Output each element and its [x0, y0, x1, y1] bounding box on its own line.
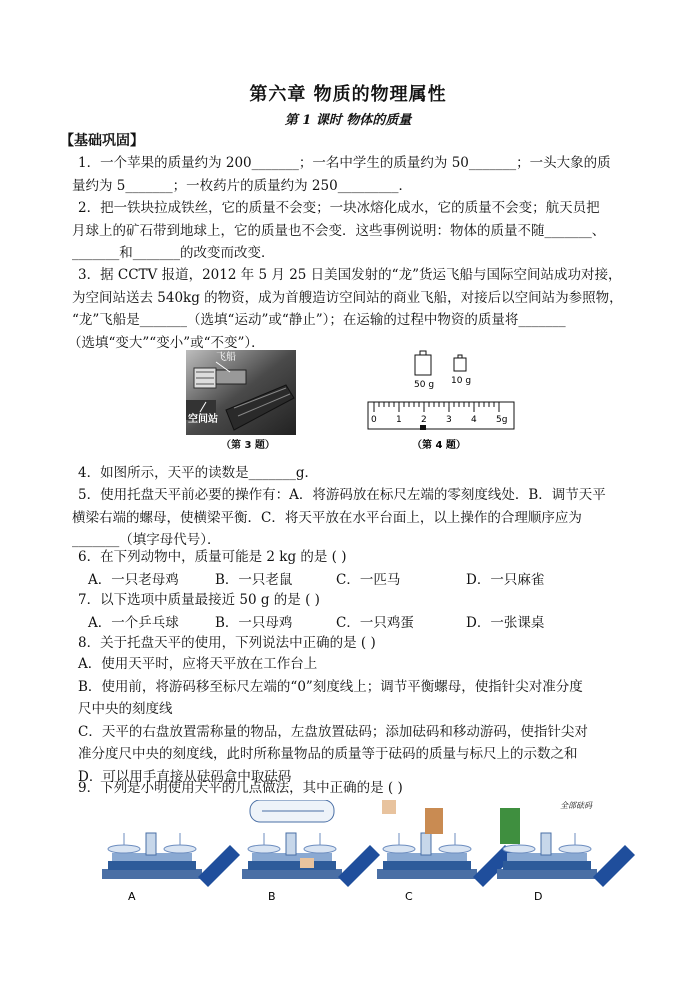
d-note: 全部砝码 — [560, 801, 592, 810]
figure-4 — [366, 345, 516, 455]
scale-tick-label: 3 — [446, 415, 452, 425]
q7-option-d: D．一张课桌 — [466, 615, 545, 631]
question-2 — [72, 197, 638, 265]
weight-50g-label: 50 g — [414, 380, 435, 390]
question-8-options — [78, 653, 638, 788]
q8-line: C．天平的右盘放置需称量的物品，左盘放置砝码；添加砝码和移动游码，使指针尖对 — [78, 723, 588, 740]
scale-tick-label: 1 — [396, 415, 402, 425]
section-heading: 【基础巩固】 — [60, 133, 144, 149]
label-d: D — [534, 890, 543, 903]
label-a: A — [128, 890, 136, 903]
q3-line: 3．据 CCTV 报道，2012 年 5 月 25 日美国发射的“龙”货运飞船与国际空间站成功对接， — [78, 267, 622, 283]
q7-option-c: C．一只鸡蛋 — [336, 615, 414, 631]
q3-line: “龙”飞船是_______（选填“运动”或“静止”）；在运输的过程中物资的质量将_______ — [72, 312, 566, 328]
question-9-figures — [92, 800, 642, 910]
question-4: 4．如图所示，天平的读数是_______g． — [78, 465, 318, 481]
q6-option-d: D．一只麻雀 — [466, 572, 545, 588]
q1-line: 量约为 5_______；一枚药片的质量约为 250_________． — [72, 177, 412, 194]
scale-tick-label: 0 — [371, 415, 377, 425]
question-7-stem: 7．以下选项中质量最接近 50 g 的是 ( ) — [78, 592, 320, 608]
label-b: B — [268, 890, 276, 903]
weight-10g-label: 10 g — [451, 376, 472, 386]
q6-option-b: B．一只老鼠 — [215, 572, 293, 588]
question-3 — [68, 264, 638, 354]
q5-line: 横梁右端的螺母，使横梁平衡．C．将天平放在水平台面上，以上操作的合理顺序应为 — [72, 509, 582, 526]
scale-tick-label: 4 — [471, 415, 477, 425]
fig4-caption: （第 4 题） — [412, 440, 466, 451]
q2-line: 月球上的矿石带到地球上，它的质量也不会变．这些事例说明：物体的质量不随_______、 — [72, 222, 606, 239]
fig3-caption: （第 3 题） — [221, 440, 275, 450]
q6-option-c: C．一匹马 — [336, 572, 401, 588]
picture-d — [497, 801, 635, 887]
question-6-stem: 6．在下列动物中，质量可能是 2 kg 的是 ( ) — [78, 549, 347, 565]
picture-a — [102, 833, 240, 887]
q2-line: _______和_______的改变而改变． — [72, 245, 275, 261]
picture-b — [242, 800, 380, 887]
fig3-ship-label: 飞船 — [216, 352, 236, 363]
fig3-station-label: 空间站 — [188, 414, 218, 425]
question-8-stem: 8．关于托盘天平的使用，下列说法中正确的是 ( ) — [78, 635, 376, 651]
q8-line: 准分度尺中央的刻度线，此时所称量物品的质量等于砝码的质量与标尺上的示数之和 — [78, 746, 578, 762]
chapter-title: 第六章 物质的物理属性 — [249, 84, 447, 105]
q1-line: 1．一个苹果的质量约为 200_______；一名中学生的质量约为 50_______；一头大象的质 — [78, 155, 611, 171]
spacecraft-photo — [186, 350, 296, 450]
question-9-stem: 9．下列是小明使用天平的几点做法，其中正确的是 ( ) — [78, 780, 403, 796]
q8-line: D．可以用手直接从砝码盒中取砝码 — [78, 768, 292, 785]
scale-tick-label: 5g — [496, 415, 508, 425]
label-c: C — [405, 890, 413, 903]
q7-option-b: B．一只母鸡 — [215, 615, 293, 631]
rider-marker — [420, 425, 426, 430]
lesson-subtitle: 第 1 课时 物体的质量 — [284, 113, 412, 128]
weight-10g-icon — [454, 355, 466, 371]
question-1 — [72, 152, 638, 197]
q8-line: A．使用天平时，应将天平放在工作台上 — [78, 656, 318, 672]
q5-line: 5．使用托盘天平前必要的操作有：A．将游码放在标尺左端的零刻度线处．B．调节天平 — [78, 487, 606, 503]
q3-line: 为空间站送去 540kg 的物资，成为首艘造访空间站的商业飞船，对接后以空间站为参照物， — [72, 289, 623, 306]
q8-line: 尺中央的刻度线 — [78, 701, 173, 717]
balance-usage-pictures — [92, 800, 642, 910]
hand-icon — [300, 858, 314, 868]
q8-line: B．使用前，将游码移至标尺左端的“0”刻度线上；调节平衡螺母，使指针尖对准分度 — [78, 678, 583, 695]
q2-line: 2．把一铁块拉成铁丝，它的质量不会变；一块冰熔化成水，它的质量不会变；航天员把 — [78, 200, 600, 216]
question-5 — [72, 484, 638, 552]
picture-c — [377, 800, 515, 887]
hand-icon — [382, 800, 396, 814]
q6-option-a: A．一只老母鸡 — [88, 572, 179, 588]
q3-line: （选填“变大”“变小”或“不变”）． — [68, 334, 265, 351]
q7-option-a: A．一个乒乓球 — [88, 615, 179, 631]
weight-50g-icon — [415, 351, 431, 375]
balance-reading-figure — [366, 345, 516, 455]
figure-3 — [186, 350, 296, 450]
q5-line: _______（填字母代号）． — [72, 532, 221, 548]
scale-tick-label: 2 — [421, 415, 427, 425]
